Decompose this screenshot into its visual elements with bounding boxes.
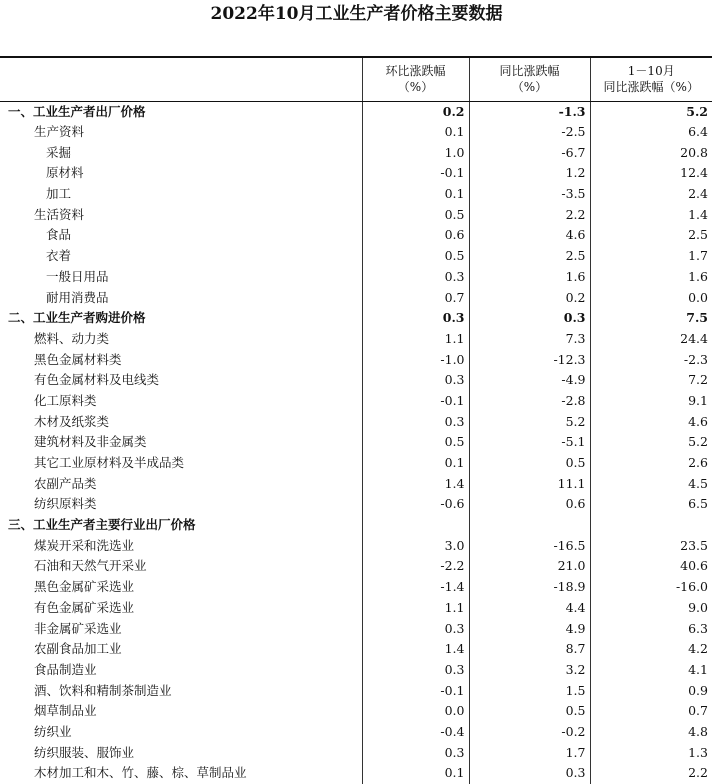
yoy-value: 11.1: [469, 473, 590, 494]
yoy-value: 1.6: [469, 267, 590, 288]
row-label: 木材加工和木、竹、藤、棕、草制品业: [34, 765, 247, 781]
mom-value: 1.1: [362, 329, 469, 350]
row-label: 煤炭开采和洗选业: [34, 537, 135, 553]
ytd-value: 6.4: [590, 122, 712, 143]
row-label: 农副食品加工业: [34, 641, 122, 657]
yoy-value: 2.2: [469, 204, 590, 225]
mom-value: -1.0: [362, 349, 469, 370]
yoy-value: -4.9: [469, 370, 590, 391]
mom-value: 1.1: [362, 598, 469, 619]
table-row: [0, 184, 712, 205]
table-row: [0, 163, 712, 184]
yoy-value: -0.2: [469, 722, 590, 743]
ytd-value: 24.4: [590, 329, 712, 350]
yoy-value: 0.3: [469, 763, 590, 784]
row-label: 农副产品类: [34, 475, 97, 491]
yoy-value: 4.4: [469, 598, 590, 619]
table-row: [0, 473, 712, 494]
mom-value: 0.3: [362, 742, 469, 763]
row-label: 燃料、动力类: [34, 330, 110, 346]
table-row: [0, 204, 712, 225]
yoy-value: -12.3: [469, 349, 590, 370]
row-label: 石油和天然气开采业: [34, 558, 147, 574]
ytd-value: 4.8: [590, 722, 712, 743]
ytd-value: -2.3: [590, 349, 712, 370]
yoy-value: -16.5: [469, 535, 590, 556]
mom-value: 0.3: [362, 660, 469, 681]
mom-value: -0.6: [362, 494, 469, 515]
table-row: [0, 494, 712, 515]
table-row: [0, 142, 712, 163]
yoy-value: -3.5: [469, 184, 590, 205]
table-row: [0, 287, 712, 308]
ytd-value: 2.6: [590, 453, 712, 474]
mom-value: 0.3: [362, 308, 469, 329]
table-row: [0, 370, 712, 391]
mom-value: 0.3: [362, 267, 469, 288]
ytd-value: 5.2: [590, 101, 712, 122]
header-mom-unit: （%）: [397, 80, 434, 95]
header-mom-label: 环比涨跌幅: [385, 64, 446, 79]
table-row: [0, 391, 712, 412]
row-label: 一、工业生产者出厂价格: [8, 103, 146, 119]
table-row: [0, 763, 712, 784]
header-ytd-column: [590, 57, 712, 101]
mom-value: 0.6: [362, 225, 469, 246]
mom-value: -1.4: [362, 577, 469, 598]
ytd-value: 4.2: [590, 639, 712, 660]
mom-value: 0.7: [362, 287, 469, 308]
table-row: [0, 701, 712, 722]
row-label: 有色金属材料及电线类: [34, 372, 160, 388]
ytd-value: 2.5: [590, 225, 712, 246]
row-label: 建筑材料及非金属类: [34, 434, 147, 450]
row-label: 食品制造业: [34, 661, 97, 677]
table-row: [0, 722, 712, 743]
row-label: 食品: [46, 227, 72, 243]
row-label: 加工: [46, 186, 72, 202]
mom-value: 0.1: [362, 763, 469, 784]
ytd-value: 12.4: [590, 163, 712, 184]
ytd-value: 9.1: [590, 391, 712, 412]
yoy-value: 3.2: [469, 660, 590, 681]
ytd-value: 2.4: [590, 184, 712, 205]
yoy-value: 0.2: [469, 287, 590, 308]
header-yoy-column: [469, 57, 590, 101]
yoy-value: 4.6: [469, 225, 590, 246]
yoy-value: 2.5: [469, 246, 590, 267]
yoy-value: 5.2: [469, 411, 590, 432]
header-ytd-unit: 同比涨跌幅（%）: [603, 80, 699, 95]
yoy-value: -2.8: [469, 391, 590, 412]
mom-value: 0.3: [362, 618, 469, 639]
mom-value: 0.5: [362, 204, 469, 225]
table-row: [0, 349, 712, 370]
table-row: [0, 122, 712, 143]
ytd-value: 1.6: [590, 267, 712, 288]
mom-value: 0.0: [362, 701, 469, 722]
row-label: 生活资料: [34, 206, 85, 222]
ytd-value: 7.2: [590, 370, 712, 391]
row-label: 生产资料: [34, 124, 85, 140]
table-row: [0, 577, 712, 598]
ytd-value: 1.7: [590, 246, 712, 267]
page-title: 2022年10月工业生产者价格主要数据: [210, 4, 503, 24]
row-label: 采掘: [46, 144, 72, 160]
mom-value: [362, 515, 469, 536]
row-label: 黑色金属材料类: [34, 351, 122, 367]
mom-value: 3.0: [362, 535, 469, 556]
ytd-value: 0.9: [590, 680, 712, 701]
yoy-value: 0.5: [469, 453, 590, 474]
table-header: [0, 57, 712, 101]
ytd-value: 4.5: [590, 473, 712, 494]
row-label: 纺织服装、服饰业: [34, 744, 135, 760]
mom-value: -0.1: [362, 680, 469, 701]
table-row: [0, 225, 712, 246]
ytd-value: 0.0: [590, 287, 712, 308]
yoy-value: 1.2: [469, 163, 590, 184]
yoy-value: 1.5: [469, 680, 590, 701]
yoy-value: -1.3: [469, 101, 590, 122]
yoy-value: 0.3: [469, 308, 590, 329]
ytd-value: 2.2: [590, 763, 712, 784]
row-label: 纺织原料类: [34, 496, 97, 512]
yoy-value: 21.0: [469, 556, 590, 577]
ytd-value: 7.5: [590, 308, 712, 329]
yoy-value: 0.5: [469, 701, 590, 722]
table-row: [0, 680, 712, 701]
mom-value: 0.3: [362, 411, 469, 432]
ytd-value: 9.0: [590, 598, 712, 619]
yoy-value: -5.1: [469, 432, 590, 453]
row-label: 木材及纸浆类: [34, 413, 110, 429]
row-label: 衣着: [46, 248, 72, 264]
row-label: 三、工业生产者主要行业出厂价格: [8, 517, 196, 533]
section-row: [0, 101, 712, 122]
yoy-value: -18.9: [469, 577, 590, 598]
header-yoy-label: 同比涨跌幅: [499, 64, 560, 79]
ytd-value: -16.0: [590, 577, 712, 598]
header-item-column: [0, 57, 362, 101]
mom-value: 0.1: [362, 122, 469, 143]
mom-value: 1.4: [362, 473, 469, 494]
table-row: [0, 742, 712, 763]
row-label: 化工原料类: [34, 392, 97, 408]
table-body: [0, 101, 712, 784]
mom-value: -2.2: [362, 556, 469, 577]
price-data-table: [0, 56, 712, 784]
header-yoy-unit: （%）: [511, 80, 548, 95]
table-row: [0, 535, 712, 556]
row-label: 有色金属矿采选业: [34, 599, 135, 615]
yoy-value: 7.3: [469, 329, 590, 350]
row-label: 纺织业: [34, 723, 72, 739]
table-row: [0, 598, 712, 619]
yoy-value: [469, 515, 590, 536]
ytd-value: 0.7: [590, 701, 712, 722]
table-row: [0, 639, 712, 660]
ytd-value: [590, 515, 712, 536]
section-row: [0, 308, 712, 329]
table-row: [0, 246, 712, 267]
mom-value: 1.0: [362, 142, 469, 163]
ytd-value: 5.2: [590, 432, 712, 453]
yoy-value: 0.6: [469, 494, 590, 515]
section-row: [0, 515, 712, 536]
table-row: [0, 618, 712, 639]
mom-value: 0.1: [362, 453, 469, 474]
mom-value: 1.4: [362, 639, 469, 660]
table-row: [0, 660, 712, 681]
yoy-value: -6.7: [469, 142, 590, 163]
table-row: [0, 432, 712, 453]
row-label: 耐用消费品: [46, 289, 109, 305]
header-mom-column: [362, 57, 469, 101]
mom-value: 0.2: [362, 101, 469, 122]
yoy-value: 8.7: [469, 639, 590, 660]
table-row: [0, 556, 712, 577]
row-label: 酒、饮料和精制茶制造业: [34, 682, 172, 698]
row-label: 非金属矿采选业: [34, 620, 122, 636]
ytd-value: 4.1: [590, 660, 712, 681]
yoy-value: 1.7: [469, 742, 590, 763]
row-label: 一般日用品: [46, 268, 109, 284]
header-ytd-label: 1－10月: [627, 64, 675, 79]
table-row: [0, 267, 712, 288]
yoy-value: 4.9: [469, 618, 590, 639]
ytd-value: 6.3: [590, 618, 712, 639]
row-label: 烟草制品业: [34, 703, 97, 719]
yoy-value: -2.5: [469, 122, 590, 143]
row-label: 原材料: [46, 165, 84, 181]
ytd-value: 40.6: [590, 556, 712, 577]
mom-value: 0.5: [362, 432, 469, 453]
mom-value: 0.5: [362, 246, 469, 267]
mom-value: 0.1: [362, 184, 469, 205]
row-label: 黑色金属矿采选业: [34, 579, 135, 595]
ytd-value: 1.3: [590, 742, 712, 763]
table-row: [0, 411, 712, 432]
ytd-value: 1.4: [590, 204, 712, 225]
ytd-value: 23.5: [590, 535, 712, 556]
mom-value: -0.1: [362, 391, 469, 412]
ytd-value: 6.5: [590, 494, 712, 515]
mom-value: 0.3: [362, 370, 469, 391]
row-label: 其它工业原材料及半成品类: [34, 455, 185, 471]
ytd-value: 20.8: [590, 142, 712, 163]
table-row: [0, 329, 712, 350]
row-label: 二、工业生产者购进价格: [8, 310, 146, 326]
ytd-value: 4.6: [590, 411, 712, 432]
table-row: [0, 453, 712, 474]
mom-value: -0.1: [362, 163, 469, 184]
mom-value: -0.4: [362, 722, 469, 743]
